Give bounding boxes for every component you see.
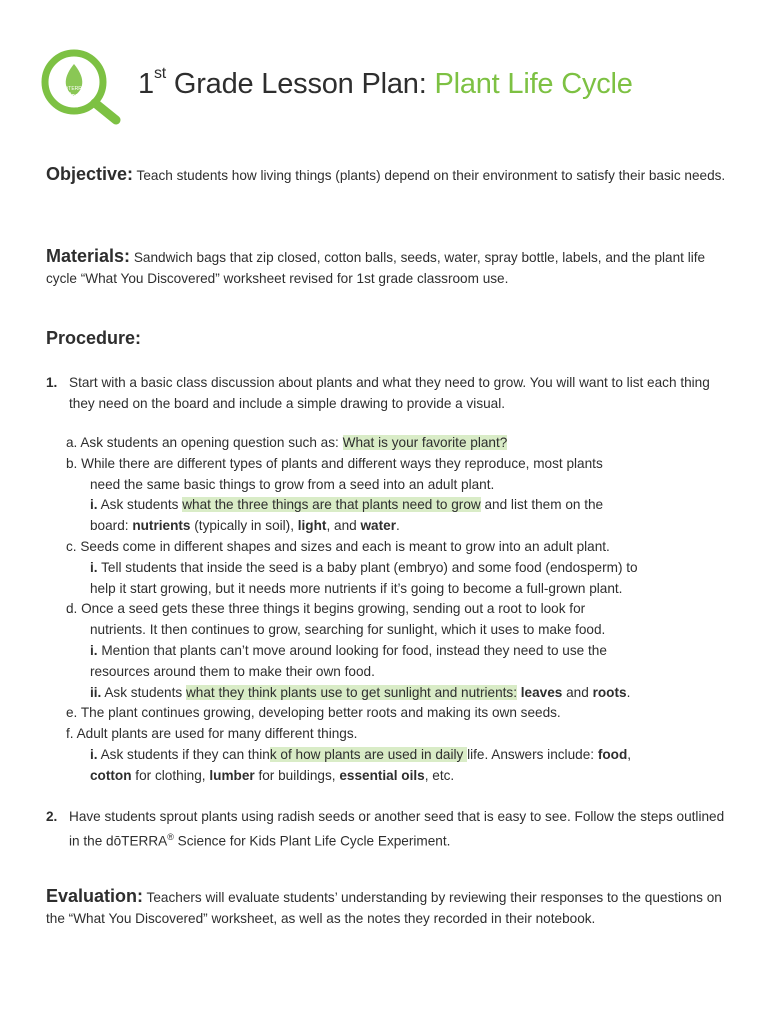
title-accent: Plant Life Cycle [434, 68, 633, 100]
materials-section [46, 246, 726, 289]
procedure-step-2: 2. Have students sprout plants using radish seeds or another seed that is easy to see. Follow the steps outlined in the dōTERRA® Science for Kids Plant Life Cycle Experiment. [46, 809, 725, 849]
objective-heading: Objective: [46, 164, 134, 184]
materials-text: Sandwich bags that zip closed, cotton balls, seeds, water, spray bottle, labels, and the plant life cycle “What You Discovered” worksheet revised for 1st grade classroom use. [46, 250, 706, 286]
procedure-step-1: 1. Start with a basic class discussion about plants and what they need to grow. You will want to list each thing they need on the board and include a simple drawing to provide a visual. [46, 375, 710, 411]
sub-item-a: a. Ask students an opening question such as: What is your favorite plant? [66, 435, 508, 450]
evaluation-heading: Evaluation: [46, 886, 144, 906]
magnifier-logo-icon [40, 46, 122, 126]
procedure-heading: Procedure: [46, 328, 142, 348]
sub-item-f: f. Adult plants are used for many different things. [66, 726, 358, 742]
evaluation-section [46, 886, 726, 929]
materials-heading: Materials: [46, 246, 131, 266]
svg-text:for Kids: for Kids [63, 101, 85, 107]
page-title: 1st Grade Lesson Plan: Plant Life Cycle [138, 65, 633, 100]
svg-text:Science: Science [60, 93, 88, 100]
sub-item-c: c. Seeds come in different shapes and sizes and each is meant to grow into an adult plant. [66, 538, 610, 554]
evaluation-text: Teachers will evaluate students’ understanding by reviewing their responses to the questions on the “What You Discovered” worksheet, as well as the notes they recorded in their notebook. [46, 890, 722, 926]
svg-text:dōTERRA: dōTERRA [62, 86, 86, 92]
objective-text: Teach students how living things (plants) depend on their environment to satisfy their basic needs. [133, 168, 726, 183]
sub-item-b: b. While there are different types of plants and different ways they reproduce, most plants [66, 455, 603, 471]
sub-item-d: d. Once a seed gets these three things it begins growing, sending out a root to look for [66, 601, 586, 617]
procedure-subitems: a. Ask students an opening question such as: What is your favorite plant? b. While there are different types of plants and different ways they reproduce, most plants need the same basic things to grow from a seed into an adult plant. i. Ask students what the three things are that plants need to grow and list them on the board: nutrients (typically in soil), light, and water. c. Seeds come in different shapes and sizes and each is meant to grow into an adult plant. i. Tell students that inside the seed is a baby plant (embryo) and some food (endosperm) to help it start growing, but it needs more nutrients if it’s going to become a full-grown plant. d. Once a seed gets these three things it begins growing, sending out a root to look for nutrients. It then continues to grow, searching for sunlight, which it uses to make food. i. Mention that plants can’t move around looking for food, instead they need to use the resources around them to make their own food. ii. Ask students what they think plants use to get sunlight and nutrients: leaves and roots. e. The plant continues growing, developing better roots and making its own seeds. f. Adult plants are used for many different things. i. Ask students if they can think of how plants are used in daily life. Answers include: food, cotton for clothing, lumber for buildings, essential oils, etc. [66, 433, 731, 787]
objective-section [46, 164, 726, 186]
sub-item-e: e. The plant continues growing, developing better roots and making its own seeds. [66, 705, 561, 721]
